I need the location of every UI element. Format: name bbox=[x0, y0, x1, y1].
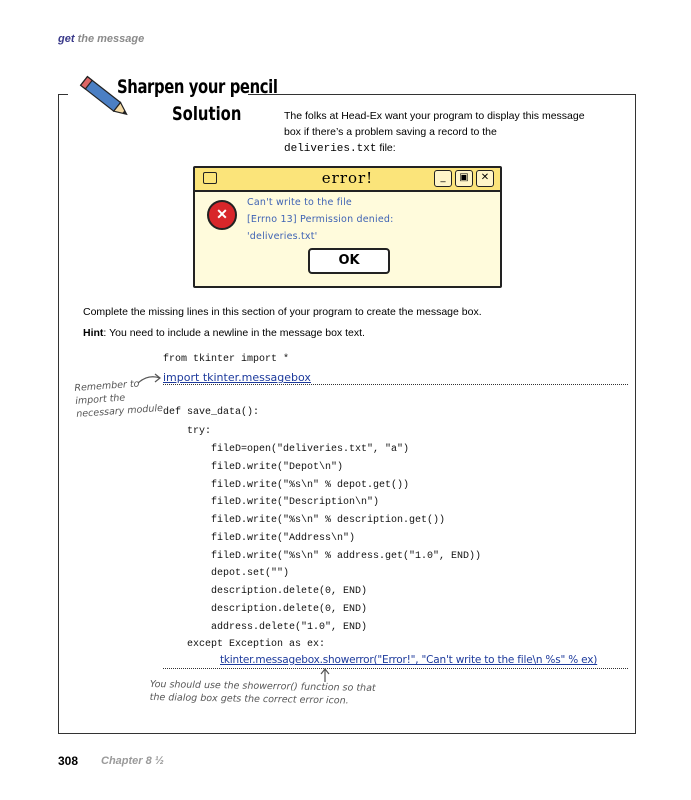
dotted-line bbox=[163, 668, 628, 669]
code-line: try: bbox=[163, 426, 212, 437]
note-line: necessary module. bbox=[75, 402, 167, 420]
code-line: fileD.write("Description\n") bbox=[163, 497, 380, 508]
maximize-icon[interactable]: ▣ bbox=[455, 170, 473, 187]
hint-text: : You need to include a newline in the message box text. bbox=[103, 327, 365, 339]
sharpen-title: Sharpen your pencil bbox=[117, 76, 278, 98]
hint-label: Hint bbox=[83, 327, 104, 339]
error-icon: ✕ bbox=[207, 200, 237, 230]
answer-import: import tkinter.messagebox bbox=[163, 371, 311, 384]
header-rest: the message bbox=[77, 33, 145, 45]
dialog-titlebar bbox=[195, 168, 500, 192]
code-line: from tkinter import * bbox=[163, 354, 290, 365]
note-showerror bbox=[150, 678, 376, 708]
code-line: description.delete(0, END) bbox=[163, 604, 368, 615]
code-line: fileD.write("%s\n" % depot.get()) bbox=[163, 480, 410, 491]
chapter-label: Chapter 8 ½ bbox=[101, 755, 164, 767]
instructions: Complete the missing lines in this section of your program to create the message box. bbox=[83, 306, 482, 318]
code-line: fileD.write("%s\n" % description.get()) bbox=[163, 515, 446, 526]
page-number: 308 bbox=[58, 754, 79, 768]
hint bbox=[83, 327, 365, 339]
intro-suffix: file: bbox=[376, 142, 396, 154]
header-keyword: get bbox=[58, 33, 75, 45]
code-line: except Exception as ex: bbox=[163, 639, 326, 650]
code-line: address.delete("1.0", END) bbox=[163, 622, 368, 633]
code-line: fileD.write("Depot\n") bbox=[163, 462, 344, 473]
running-header bbox=[58, 33, 144, 45]
dialog-title: error! bbox=[321, 169, 374, 187]
intro-body: The folks at Head-Ex want your program to display this message box if there’s a problem saving a record to the bbox=[284, 110, 585, 138]
close-icon[interactable]: ✕ bbox=[476, 170, 494, 187]
dotted-line bbox=[163, 384, 628, 385]
code-line: def save_data(): bbox=[163, 407, 260, 418]
dialog-message bbox=[247, 194, 394, 245]
note-line: the dialog box gets the correct error icon. bbox=[149, 691, 349, 707]
dialog-line-2: [Errno 13] Permission denied: bbox=[247, 214, 394, 225]
answer-showerror: tkinter.messagebox.showerror("Error!", "Can't write to the file\n %s" % ex) bbox=[220, 654, 598, 666]
arrow-icon bbox=[136, 370, 164, 386]
note-line: You should use the showerror() function so that bbox=[149, 678, 376, 694]
dialog-line-1: Can't write to the file bbox=[247, 197, 352, 208]
ok-button[interactable]: OK bbox=[308, 248, 390, 274]
intro-filename: deliveries.txt bbox=[284, 143, 377, 155]
note-line: import the bbox=[74, 392, 126, 407]
code-line: fileD.write("Address\n") bbox=[163, 533, 356, 544]
code-line: fileD.write("%s\n" % address.get("1.0", END)) bbox=[163, 551, 482, 562]
note-line: Remember to bbox=[74, 378, 140, 394]
minimize-icon[interactable]: _ bbox=[434, 170, 452, 187]
code-line: depot.set("") bbox=[163, 568, 290, 579]
intro-text bbox=[284, 108, 594, 157]
error-dialog bbox=[193, 166, 502, 288]
code-line: fileD=open("deliveries.txt", "a") bbox=[163, 444, 410, 455]
window-controls bbox=[434, 170, 494, 187]
code-line: description.delete(0, END) bbox=[163, 586, 368, 597]
dialog-line-3: 'deliveries.txt' bbox=[247, 231, 318, 242]
pencil-icon bbox=[74, 72, 136, 124]
solution-title: Solution bbox=[172, 103, 242, 125]
